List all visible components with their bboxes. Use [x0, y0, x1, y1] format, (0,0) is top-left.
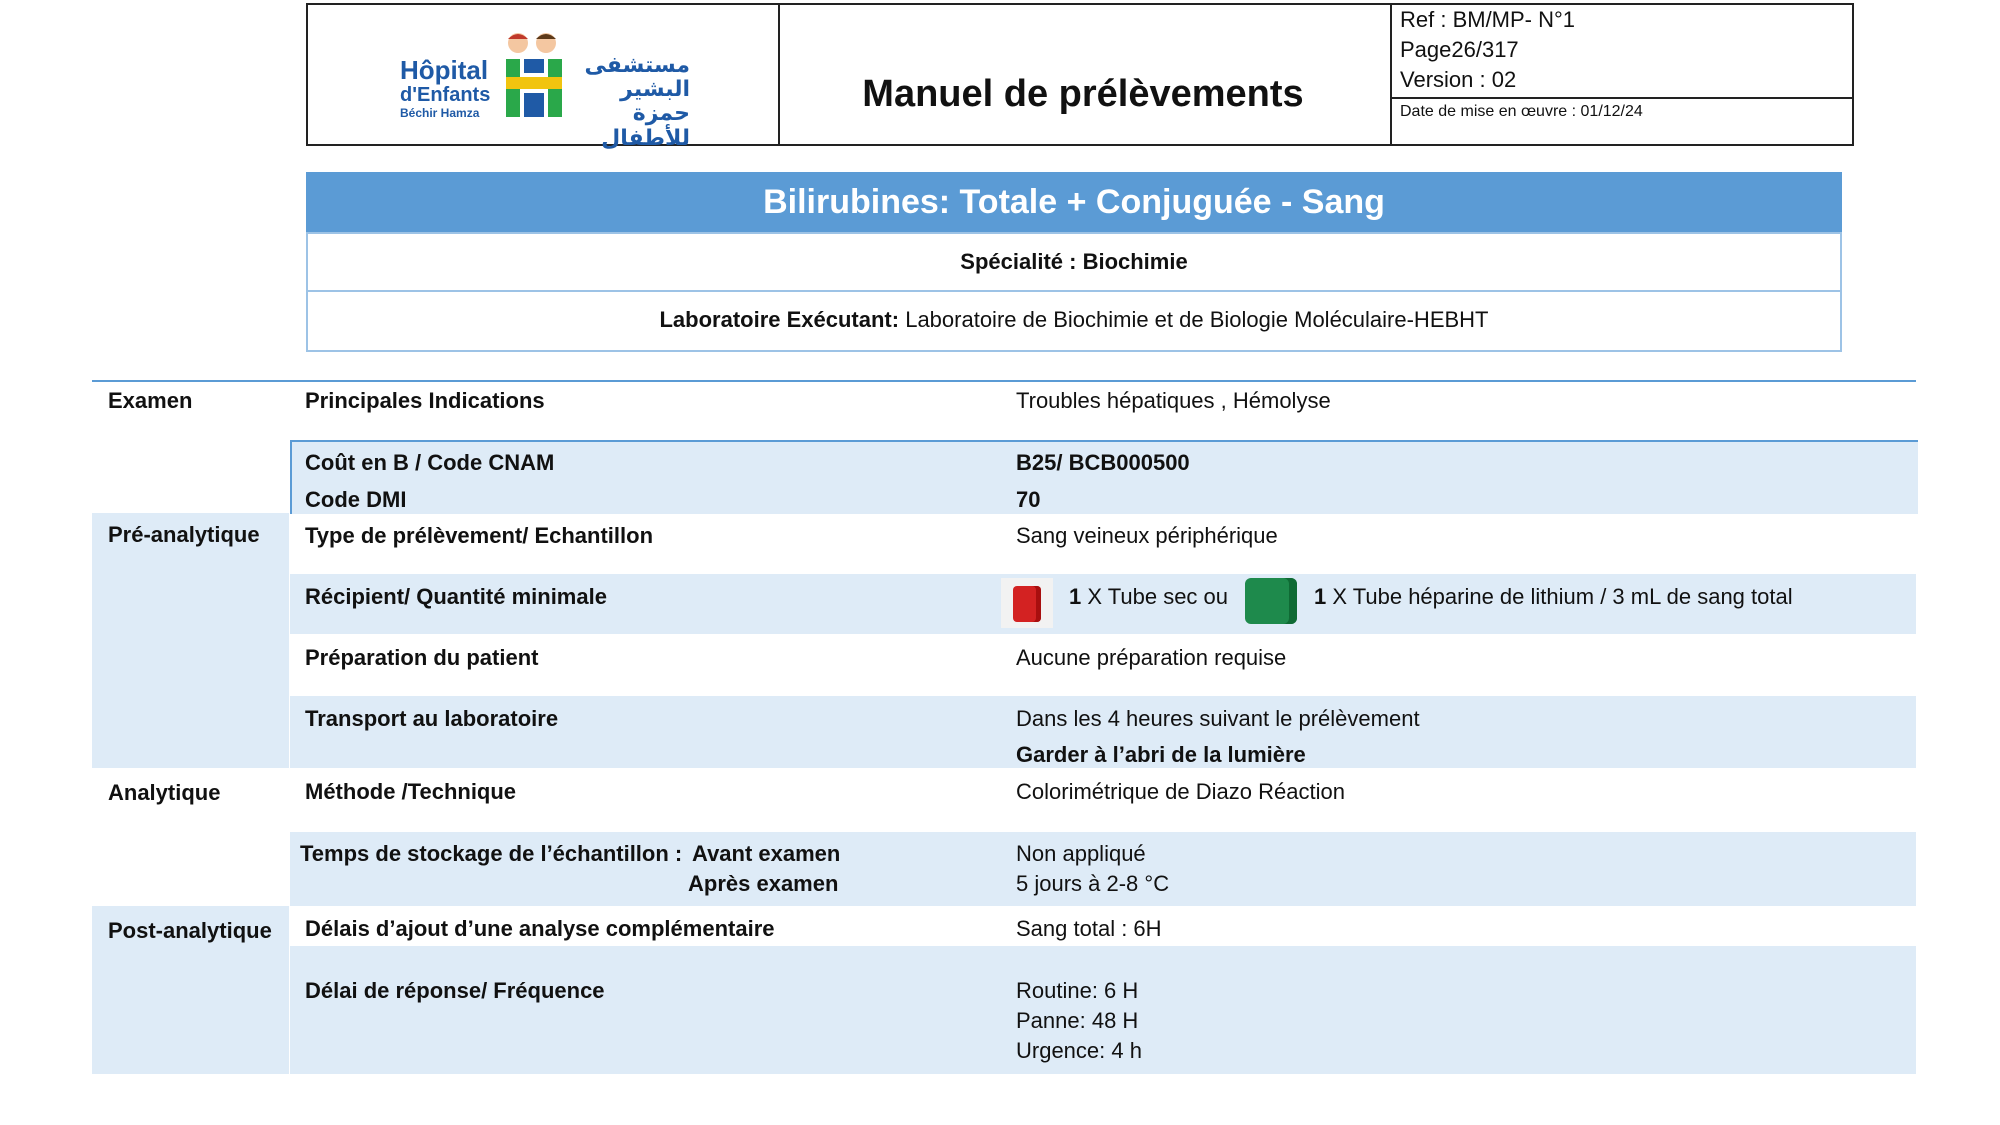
logo-french-text [400, 57, 490, 119]
value-tube-heparine: 1 X Tube héparine de lithium / 3 mL de sang total [1314, 584, 1793, 609]
document-header [306, 3, 1854, 150]
table-top-rule [92, 380, 1916, 382]
label-avant-examen: Avant examen [692, 841, 841, 866]
effective-date: Date de mise en œuvre : 01/12/24 [1400, 103, 1643, 120]
value-delais-ajout: Sang total : 6H [1016, 916, 1162, 941]
logo-line-3: Béchir Hamza [400, 106, 480, 120]
logo-arabic-text: مستشفى البشير حمزة للأطفال [584, 52, 690, 150]
laboratoire-box [306, 292, 1842, 352]
label-methode: Méthode /Technique [305, 779, 517, 804]
page-number: Page26/317 [1400, 37, 1519, 62]
label-indications: Principales Indications [305, 388, 545, 413]
label-delai-reponse: Délai de réponse/ Fréquence [305, 978, 605, 1003]
value-dmi: 70 [1016, 487, 1041, 512]
value-routine: Routine: 6 H [1016, 978, 1139, 1003]
ref-separator [1390, 97, 1852, 99]
label-dmi: Code DMI [305, 487, 407, 512]
section-bg-pre [92, 513, 289, 768]
red-tube-cap-icon [1001, 578, 1053, 628]
value-transport-light: Garder à l’abri de la lumière [1016, 742, 1306, 767]
value-apres-examen: 5 jours à 2-8 °C [1016, 871, 1170, 896]
label-apres-examen: Après examen [688, 871, 839, 896]
label-transport: Transport au laboratoire [305, 706, 559, 731]
value-tube-sec: 1 X Tube sec ou [1069, 584, 1229, 609]
green-tube-cap-icon [1243, 576, 1299, 628]
logo-line-1: Hôpital [400, 55, 489, 85]
section-post-analytique: Post-analytique [108, 918, 272, 943]
ref-number: Ref : BM/MP- N°1 [1400, 7, 1576, 32]
value-transport-delay: Dans les 4 heures suivant le prélèvement [1016, 706, 1420, 731]
specialite-box [306, 232, 1842, 292]
laboratoire-value: Laboratoire de Biochimie et de Biologie Moléculaire-HEBHT [899, 307, 1489, 332]
children-logo-icon [502, 29, 566, 125]
section-examen: Examen [108, 388, 193, 413]
document-title: Manuel de prélèvements [862, 73, 1304, 115]
value-urgence: Urgence: 4 h [1016, 1038, 1142, 1063]
specialite-text: Spécialité : Biochimie [960, 249, 1188, 274]
label-stockage: Temps de stockage de l’échantillon : [300, 841, 683, 866]
value-panne: Panne: 48 H [1016, 1008, 1139, 1033]
value-avant-examen: Non appliqué [1016, 841, 1146, 866]
value-preparation: Aucune préparation requise [1016, 645, 1287, 670]
section-analytique: Analytique [108, 780, 221, 805]
value-indications: Troubles hépatiques , Hémolyse [1016, 388, 1331, 413]
section-pre-analytique: Pré-analytique [108, 522, 260, 547]
label-delais-ajout: Délais d’ajout d’une analyse complémentaire [305, 916, 775, 941]
label-preparation: Préparation du patient [305, 645, 539, 670]
value-type: Sang veineux périphérique [1016, 523, 1278, 548]
logo-line-2: d'Enfants [400, 84, 491, 106]
value-cout: B25/ BCB000500 [1016, 450, 1190, 475]
value-methode: Colorimétrique de Diazo Réaction [1016, 779, 1345, 804]
label-type: Type de prélèvement/ Echantillon [305, 523, 654, 548]
label-recipient: Récipient/ Quantité minimale [305, 584, 607, 609]
laboratoire-label: Laboratoire Exécutant: [659, 307, 900, 332]
version: Version : 02 [1400, 67, 1517, 92]
exam-title-banner: Bilirubines: Totale + Conjuguée - Sang [306, 172, 1842, 232]
label-cout: Coût en B / Code CNAM [305, 450, 555, 475]
